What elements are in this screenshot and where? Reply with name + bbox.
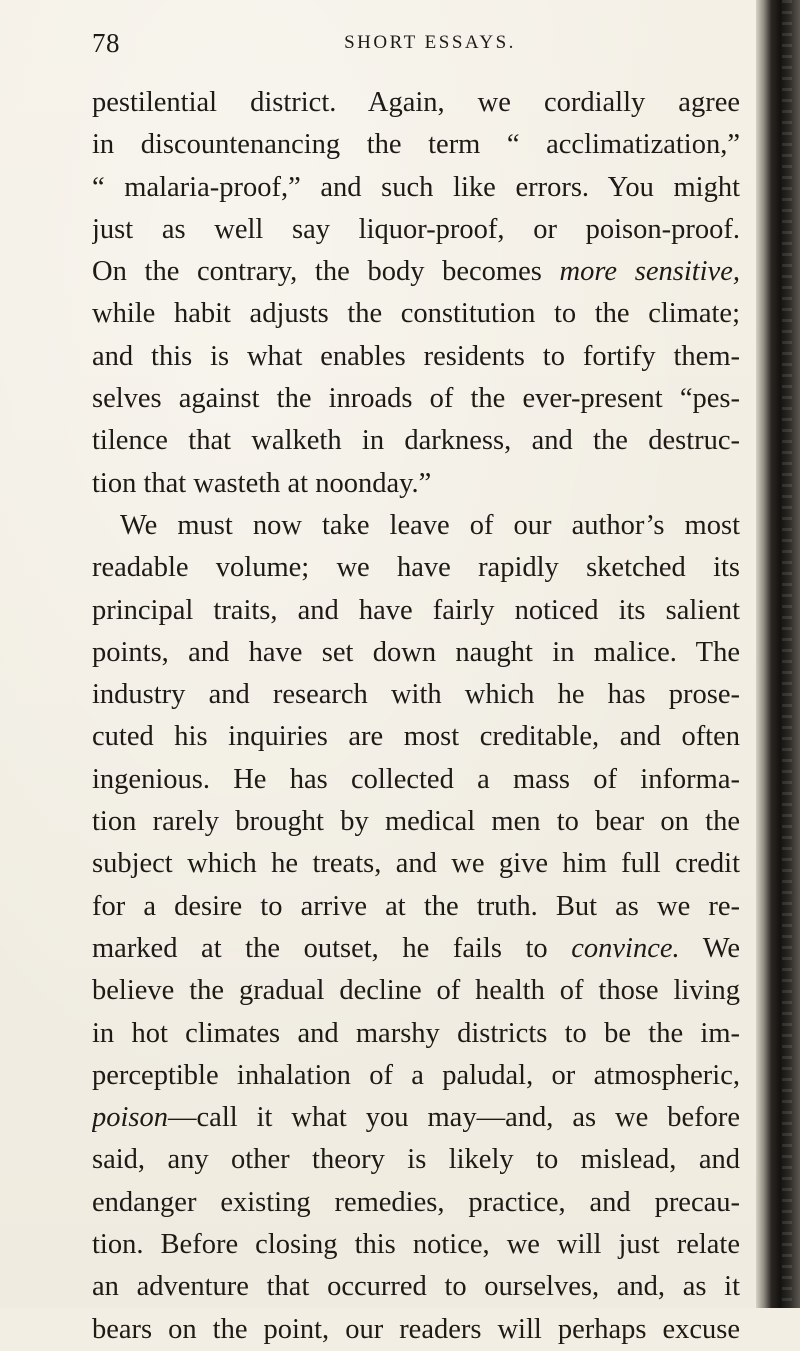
text-line (92, 1097, 740, 1139)
text-line (92, 251, 740, 293)
text-run: —call it what you may—and, as we before (168, 1102, 740, 1134)
text-line: an adventure that occurred to ourselves, and, as it (92, 1271, 740, 1303)
text-line: industry and research with which he has prose- (92, 679, 740, 711)
text-line: perceptible inhalation of a paludal, or atmospheric, (92, 1059, 740, 1091)
text-line: and this is what enables residents to fortify them- (92, 340, 740, 372)
text-line: in discountenancing the term “ acclimatization,” (92, 129, 740, 161)
text-line: said, any other theory is likely to mislead, and (92, 1144, 740, 1176)
text-line: “ malaria-proof,” and such like errors. You might (92, 171, 740, 203)
text-line: tion rarely brought by medical men to bear on the (92, 806, 740, 838)
text-line: readable volume; we have rapidly sketched its (92, 552, 740, 584)
text-run: marked at the outset, he fails to (92, 932, 572, 964)
text-line: pestilential district. Again, we cordially agree (92, 87, 740, 118)
text-line: just as well say liquor-proof, or poison-proof. (92, 213, 740, 245)
binding-texture (782, 0, 792, 1308)
paragraph-start-line: We must now take leave of our author’s most (120, 509, 740, 541)
text-line (92, 928, 740, 970)
text-line: endanger existing remedies, practice, and precau- (92, 1186, 740, 1218)
text-line: tion that wasteth at noonday.” (92, 467, 432, 499)
text-line: tilence that walketh in darkness, and the destruc- (92, 425, 740, 457)
italic-text: convince. (571, 932, 680, 964)
text-run: We (679, 932, 740, 964)
essay-text (92, 82, 740, 1351)
page-header (92, 22, 732, 62)
italic-text: more sensitive, (559, 256, 740, 288)
text-line: tion. Before closing this notice, we will just relate (92, 1229, 740, 1261)
text-line: in hot climates and marshy districts to be the im- (92, 1017, 740, 1049)
page-number: 78 (92, 28, 120, 58)
text-run: On the contrary, the body becomes (92, 256, 560, 288)
text-line: believe the gradual decline of health of those living (92, 975, 740, 1007)
text-line: for a desire to arrive at the truth. But as we re- (92, 890, 740, 922)
text-line: bears on the point, our readers will perhaps excuse (92, 1313, 740, 1345)
text-line: while habit adjusts the constitution to the climate; (92, 298, 740, 330)
text-line: selves against the inroads of the ever-present “pes- (92, 383, 740, 415)
book-binding-edge (756, 0, 800, 1308)
running-head: SHORT ESSAYS. (344, 32, 516, 53)
text-line: cuted his inquiries are most creditable, and often (92, 721, 740, 753)
text-line: points, and have set down naught in malice. The (92, 636, 740, 668)
text-line: ingenious. He has collected a mass of informa- (92, 763, 740, 795)
italic-text: poison (92, 1102, 169, 1134)
text-line: principal traits, and have fairly noticed its salient (92, 594, 740, 626)
text-line: subject which he treats, and we give him full credit (92, 848, 740, 880)
